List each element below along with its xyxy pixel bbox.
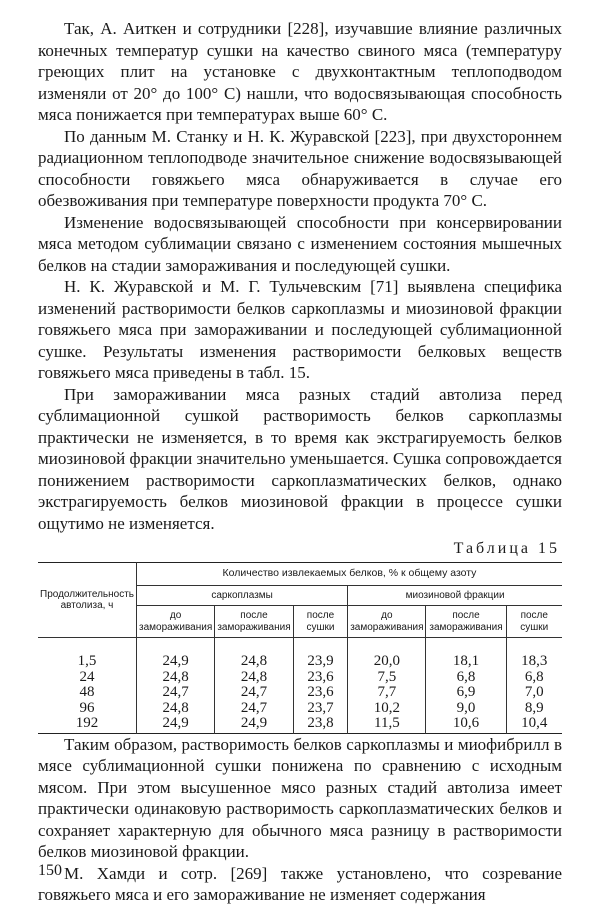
table-cell: 48 [38,685,137,701]
column-header: до замораживания [348,606,426,638]
column-header: после сушки [293,606,348,638]
table-cell: 10,6 [426,716,506,733]
paragraph: Изменение водосвязывающей способности при консервировании мяса методом сублимации связано с изменением состояния мышечных белков на стадии замораживания и последующей сушки. [38,212,562,275]
table-cell: 23,9 [293,638,348,670]
stub-header: Продолжительность автолиза, ч [38,563,137,638]
table-row [38,670,562,686]
table-cell: 23,7 [293,701,348,717]
table-cell: 24,9 [215,716,293,733]
table-row [38,685,562,701]
table-cell: 24,7 [215,701,293,717]
table-cell: 1,5 [38,638,137,670]
table-cell: 24,8 [215,638,293,670]
paragraph: М. Хамди и сотр. [269] также установлено, что созревание говяжьего мяса и его замораживание не изменяет содержания [38,863,562,904]
table-cell: 23,8 [293,716,348,733]
paragraph: Так, А. Аиткен и сотрудники [228], изучавшие влияние различных конечных температур сушки на качество свиного мяса (температуру греющих плит на установке с двухконтактным теплоподводом изменяли от 20° до 100° С) нашли, что водосвязывающая способность мяса понижается при температурах выше 60° С. [38,19,562,124]
table-cell: 24,8 [215,670,293,686]
table-cell: 24,9 [137,638,215,670]
table-cell: 24 [38,670,137,686]
subgroup-header: миозиновой фракции [348,585,562,606]
paragraph: При замораживании мяса разных стадий автолиза перед сублимационной сушкой растворимость белков саркоплазмы практически не изменяется, в то время как экстрагируемость белков миозиновой фракции значительно уменьшается. Сушка сопровождается понижением растворимости саркоплазматических белков, однако экстрагируемость белков миозиновой фракции в процессе сушки ощутимо не изменяется. [38,384,562,533]
data-table [38,562,562,734]
table-row [38,638,562,670]
page-number: 150 [38,862,62,879]
table-row [38,701,562,717]
table-cell: 7,0 [506,685,562,701]
table-cell: 23,6 [293,670,348,686]
table-cell: 6,8 [426,670,506,686]
table-cell: 18,1 [426,638,506,670]
table-cell: 23,6 [293,685,348,701]
paragraph: Таким образом, растворимость белков саркоплазмы и миофибрилл в мясе сублимационной сушки понижена по сравнению с исходным мясом. При этом высушенное мясо разных стадий автолиза имеет практически одинаковую растворимость саркоплазматических белков и сохраняет характерную для обычного мяса разницу в растворимости белков миозиновой фракции. [38,734,562,861]
group-header: Количество извлекаемых белков, % к общему азоту [137,563,563,586]
page-body [38,18,562,906]
table-cell: 24,8 [137,670,215,686]
table-cell: 96 [38,701,137,717]
column-header: после замораживания [426,606,506,638]
table-cell: 6,8 [506,670,562,686]
paragraph: Н. К. Журавской и М. Г. Тульчевским [71] выявлена специфика изменений растворимости белков саркоплазмы и миозиновой фракции говяжьего мяса при замораживании и последующей сублимационной сушке. Результаты изменения растворимости белковых веществ говяжьего мяса приведены в табл. 15. [38,277,562,382]
table-cell: 7,5 [348,670,426,686]
table-cell: 10,4 [506,716,562,733]
table-cell: 9,0 [426,701,506,717]
table-cell: 24,9 [137,716,215,733]
table-cell: 24,8 [137,701,215,717]
table-caption: Таблица 15 [453,540,560,557]
table-cell: 10,2 [348,701,426,717]
column-header: после сушки [506,606,562,638]
table-cell: 20,0 [348,638,426,670]
table-cell: 7,7 [348,685,426,701]
table-cell: 11,5 [348,716,426,733]
table-cell: 18,3 [506,638,562,670]
subgroup-header: саркоплазмы [137,585,348,606]
table-cell: 8,9 [506,701,562,717]
table-cell: 192 [38,716,137,733]
table-cell: 24,7 [215,685,293,701]
column-header: до замораживания [137,606,215,638]
paragraph: По данным М. Станку и Н. К. Журавской [223], при двухстороннем радиационном теплоподводе значительное снижение водосвязывающей способности говяжьего мяса обнаруживается в случае его обезвоживания при температуре поверхности продукта 70° С. [38,126,562,210]
table-cell: 24,7 [137,685,215,701]
table-row [38,716,562,733]
table-cell: 6,9 [426,685,506,701]
column-header: после замораживания [215,606,293,638]
